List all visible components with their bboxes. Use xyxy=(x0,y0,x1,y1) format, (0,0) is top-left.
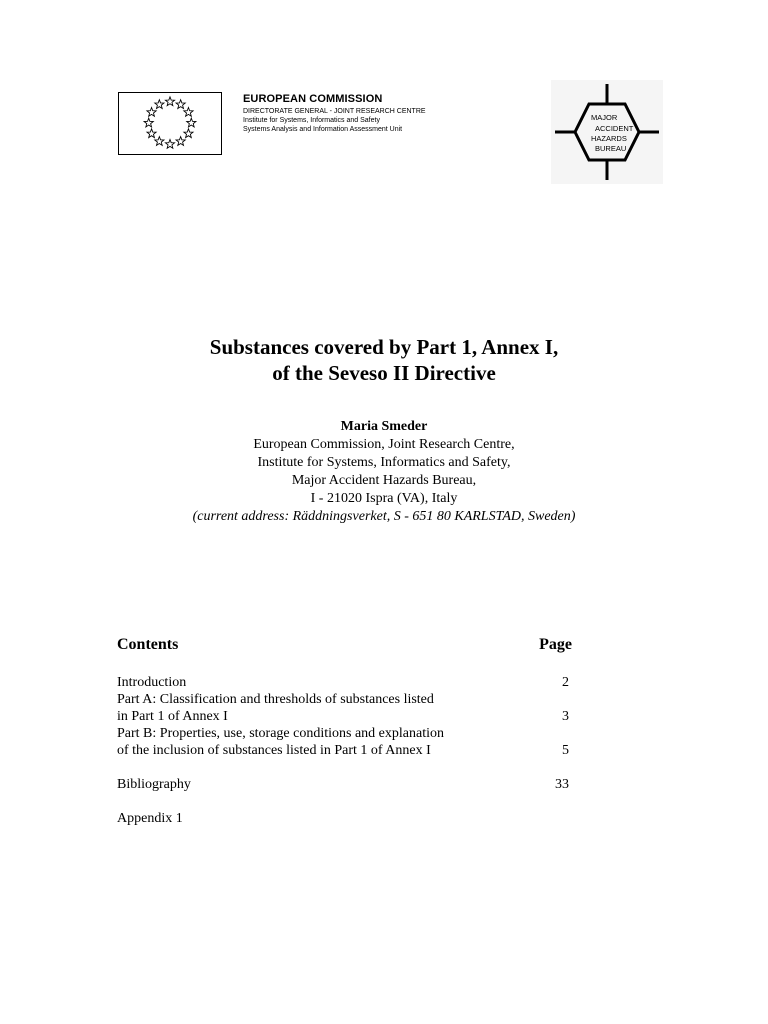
toc-entry-page xyxy=(539,691,572,708)
logo-word-major: MAJOR xyxy=(591,113,618,122)
toc-entry-text: Bibliography xyxy=(117,777,191,792)
author-name: Maria Smeder xyxy=(340,419,428,434)
star-icon xyxy=(147,108,156,117)
star-icon xyxy=(187,118,196,127)
current-address: (current address: Räddningsverket, S - 651 80 KARLSTAD, Sweden) xyxy=(192,509,576,524)
affiliation-line: Major Accident Hazards Bureau, xyxy=(291,473,477,488)
toc-entry-page: 5 xyxy=(562,743,569,758)
logo-word-bureau: BUREAU xyxy=(595,144,627,153)
logo-word-hazards: HAZARDS xyxy=(591,134,627,143)
org-line-institute: Institute for Systems, Informatics and Safety xyxy=(243,117,380,124)
affiliation-line: Institute for Systems, Informatics and Safety, xyxy=(257,455,511,470)
org-line-dg: DIRECTORATE GENERAL - JOINT RESEARCH CENTRE xyxy=(243,108,426,115)
toc-entry-text: Part B: Properties, use, storage conditions and explanation xyxy=(117,726,444,741)
star-icon xyxy=(184,129,193,138)
affiliation-line: European Commission, Joint Research Centre, xyxy=(253,437,515,452)
document-title xyxy=(0,334,768,386)
star-icon xyxy=(155,100,164,109)
contents-heading: Contents xyxy=(117,636,179,653)
title-line-1: Substances covered by Part 1, Annex I, xyxy=(209,335,559,359)
star-icon xyxy=(176,137,185,146)
org-line-unit: Systems Analysis and Information Assessment Unit xyxy=(243,126,403,133)
toc-entry-page xyxy=(539,810,572,827)
toc-entry xyxy=(117,742,572,759)
toc-entry xyxy=(117,708,572,725)
eu-stars-icon xyxy=(119,93,221,154)
title-line-2: of the Seveso II Directive xyxy=(272,361,496,385)
star-icon xyxy=(165,139,174,148)
star-icon xyxy=(176,100,185,109)
toc-entry-text: Appendix 1 xyxy=(117,811,183,826)
toc-entry xyxy=(117,810,572,827)
mahb-logo xyxy=(551,80,663,184)
organization-header xyxy=(243,93,426,134)
eu-flag-logo xyxy=(118,92,222,155)
toc-entry xyxy=(117,691,572,708)
toc-entry-page: 3 xyxy=(562,709,569,724)
toc-entry-text: Introduction xyxy=(117,675,187,690)
toc-entry xyxy=(117,776,572,793)
star-icon xyxy=(144,118,153,127)
star-icon xyxy=(165,97,174,106)
toc-entry-page xyxy=(539,725,572,742)
page-heading: Page xyxy=(539,636,572,653)
contents-header xyxy=(117,636,572,654)
toc-entry-text: of the inclusion of substances listed in Part 1 of Annex I xyxy=(117,743,431,758)
toc-entry-text: in Part 1 of Annex I xyxy=(117,709,228,724)
toc-entry xyxy=(117,674,572,691)
table-of-contents xyxy=(117,636,572,827)
author-block xyxy=(0,418,768,526)
star-icon xyxy=(155,137,164,146)
org-title: EUROPEAN COMMISSION xyxy=(243,93,383,105)
affiliation-line: I - 21020 Ispra (VA), Italy xyxy=(310,491,458,506)
hexagon-icon xyxy=(551,80,663,184)
star-icon xyxy=(184,108,193,117)
star-icon xyxy=(147,129,156,138)
toc-entry-page: 33 xyxy=(555,777,569,792)
toc-entry xyxy=(117,725,572,742)
toc-entry-text: Part A: Classification and thresholds of substances listed xyxy=(117,692,434,707)
logo-word-accident: ACCIDENT xyxy=(595,124,634,133)
toc-entry-page: 2 xyxy=(562,675,569,690)
